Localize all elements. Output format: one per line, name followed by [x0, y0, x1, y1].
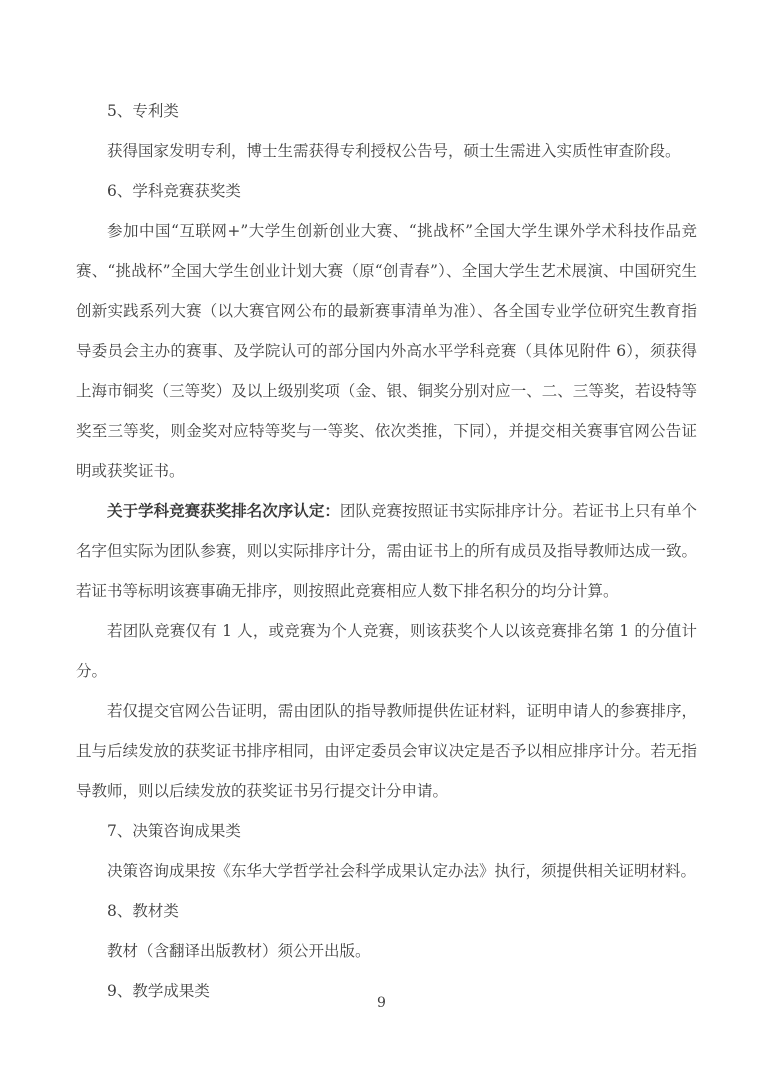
paragraph: 若团队竞赛仅有 1 人，或竞赛为个人竞赛，则该获奖个人以该竞赛排名第 1 的分值计分。 [76, 622, 697, 680]
paragraph: 关于学科竞赛获奖排名次序认定：团队竞赛按照证书实际排序计分。若证书上只有单个名字但实际为团队参赛，则以实际排序计分，需由证书上的所有成员及指导教师达成一致。若证书等标明该赛事确无排序，则按照此竞赛相应人数下排名积分的均分计算。 [76, 501, 697, 600]
section-heading: 9、教学成果类 [107, 982, 210, 1000]
section-heading: 7、决策咨询成果类 [107, 822, 241, 840]
paragraph-bold-lead: 关于学科竞赛获奖排名次序认定： [107, 501, 340, 520]
paragraph: 参加中国“互联网+”大学生创新创业大赛、“挑战杯”全国大学生课外学术科技作品竞赛、“挑战杯”全国大学生创业计划大赛（原“创青春”）、全国大学生艺术展演、中国研究生创新实践系列大赛（以大赛官网公布的最新赛事清单为准）、各全国专业学位研究生教育指导委员会主办的赛事、及学院认可的部分国内外高水平学科竞赛（具体见附件 6），须获得上海市铜奖（三等奖）及以上级别奖项（金、银、铜奖分别对应一、二、三等奖，若设特等奖至三等奖，则金奖对应特等奖与一等奖、依次类推，下同），并提交相关赛事官网公告证明或获奖证书。 [76, 222, 697, 480]
section-heading: 6、学科竞赛获奖类 [107, 182, 241, 200]
paragraph: 获得国家发明专利，博士生需获得专利授权公告号，硕士生需进入实质性审查阶段。 [107, 142, 681, 160]
paragraph: 决策咨询成果按《东华大学哲学社会科学成果认定办法》执行，须提供相关证明材料。 [107, 862, 697, 880]
paragraph: 教材（含翻译出版教材）须公开出版。 [107, 942, 371, 960]
section-heading: 8、教材类 [107, 902, 179, 920]
paragraph: 若仅提交官网公告证明，需由团队的指导教师提供佐证材料，证明申请人的参赛排序，且与后续发放的获奖证书排序相同，由评定委员会审议决定是否予以相应排序计分。若无指导教师，则以后续发放的获奖证书另行提交计分申请。 [76, 702, 697, 800]
document-body [76, 91, 697, 1011]
section-heading: 5、专利类 [107, 102, 179, 120]
page-number: 9 [377, 995, 386, 1011]
